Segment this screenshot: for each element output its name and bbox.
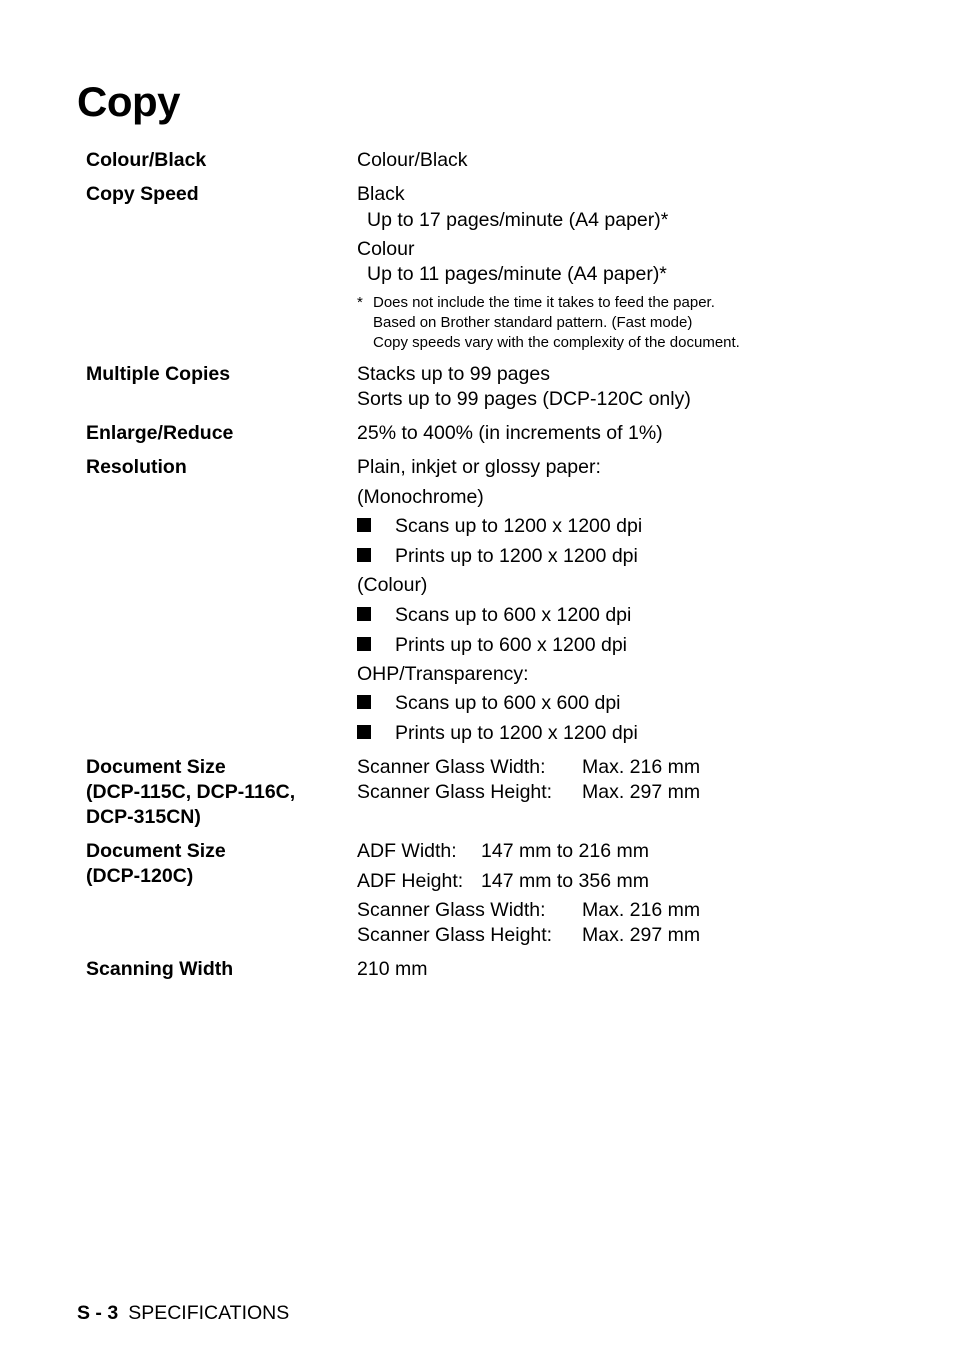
value-colour-black: Colour/Black <box>357 149 468 171</box>
spec-name: Scanner Glass Height: <box>357 781 553 803</box>
label-document-size-1: Document Size <box>86 756 226 778</box>
copy-speed-note-marker: * <box>357 294 363 311</box>
resolution-intro: Plain, inkjet or glossy paper: <box>357 456 601 478</box>
resolution-mono-item: Scans up to 1200 x 1200 dpi <box>395 515 643 537</box>
copy-speed-note-line: Copy speeds vary with the complexity of the document. <box>373 334 740 351</box>
page-footer <box>77 1300 289 1326</box>
label-document-size-1-models: (DCP-115C, DCP-116C, <box>86 781 296 803</box>
resolution-mono-heading: (Monochrome) <box>357 486 484 508</box>
adf-name: ADF Width: <box>357 840 457 862</box>
square-bullet-icon <box>357 637 371 651</box>
spec-value: Max. 297 mm <box>582 781 701 803</box>
spec-value: Max. 297 mm <box>582 924 701 946</box>
footer-section: SPECIFICATIONS <box>128 1302 290 1324</box>
spec-name: Scanner Glass Width: <box>357 899 546 921</box>
label-copy-speed: Copy Speed <box>86 183 199 205</box>
label-colour-black: Colour/Black <box>86 149 207 171</box>
bullet-item <box>357 544 371 569</box>
label-document-size-1-models: DCP-315CN) <box>86 806 201 828</box>
value-enlarge-reduce: 25% to 400% (in increments of 1%) <box>357 422 663 444</box>
multiple-copies-line: Sorts up to 99 pages (DCP-120C only) <box>357 388 691 410</box>
resolution-colour-item: Scans up to 600 x 1200 dpi <box>395 604 632 626</box>
square-bullet-icon <box>357 518 371 532</box>
spec-value: Max. 216 mm <box>582 756 701 778</box>
square-bullet-icon <box>357 695 371 709</box>
label-enlarge-reduce: Enlarge/Reduce <box>86 422 234 444</box>
copy-speed-note-line: Based on Brother standard pattern. (Fast mode) <box>373 314 693 331</box>
copy-speed-colour-value: Up to 11 pages/minute (A4 paper)* <box>367 263 667 285</box>
adf-value: 147 mm to 356 mm <box>481 870 649 892</box>
square-bullet-icon <box>357 725 371 739</box>
page-number: S - 3 <box>77 1302 119 1324</box>
square-bullet-icon <box>357 607 371 621</box>
copy-speed-note-line: Does not include the time it takes to feed the paper. <box>373 294 715 311</box>
resolution-ohp-item: Prints up to 1200 x 1200 dpi <box>395 722 638 744</box>
label-scanning-width: Scanning Width <box>86 958 234 980</box>
multiple-copies-line: Stacks up to 99 pages <box>357 363 550 385</box>
label-document-size-2-models: (DCP-120C) <box>86 865 194 887</box>
bullet-item <box>357 514 371 539</box>
copy-speed-black-value: Up to 17 pages/minute (A4 paper)* <box>367 209 669 231</box>
adf-name: ADF Height: <box>357 870 464 892</box>
bullet-item <box>357 691 371 716</box>
spec-value: Max. 216 mm <box>582 899 701 921</box>
resolution-mono-item: Prints up to 1200 x 1200 dpi <box>395 545 638 567</box>
bullet-item <box>357 603 371 628</box>
label-document-size-2: Document Size <box>86 840 226 862</box>
square-bullet-icon <box>357 548 371 562</box>
bullet-item <box>357 633 371 658</box>
resolution-ohp-heading: OHP/Transparency: <box>357 663 529 685</box>
copy-speed-black-heading: Black <box>357 183 405 205</box>
spec-name: Scanner Glass Height: <box>357 924 553 946</box>
resolution-ohp-item: Scans up to 600 x 600 dpi <box>395 692 621 714</box>
bullet-item <box>357 721 371 746</box>
label-multiple-copies: Multiple Copies <box>86 363 231 385</box>
value-scanning-width: 210 mm <box>357 958 428 980</box>
spec-name: Scanner Glass Width: <box>357 756 546 778</box>
copy-speed-colour-heading: Colour <box>357 238 415 260</box>
adf-value: 147 mm to 216 mm <box>481 840 649 862</box>
label-resolution: Resolution <box>86 456 187 478</box>
page-title: Copy <box>77 78 180 125</box>
resolution-colour-heading: (Colour) <box>357 574 428 596</box>
resolution-colour-item: Prints up to 600 x 1200 dpi <box>395 634 627 656</box>
